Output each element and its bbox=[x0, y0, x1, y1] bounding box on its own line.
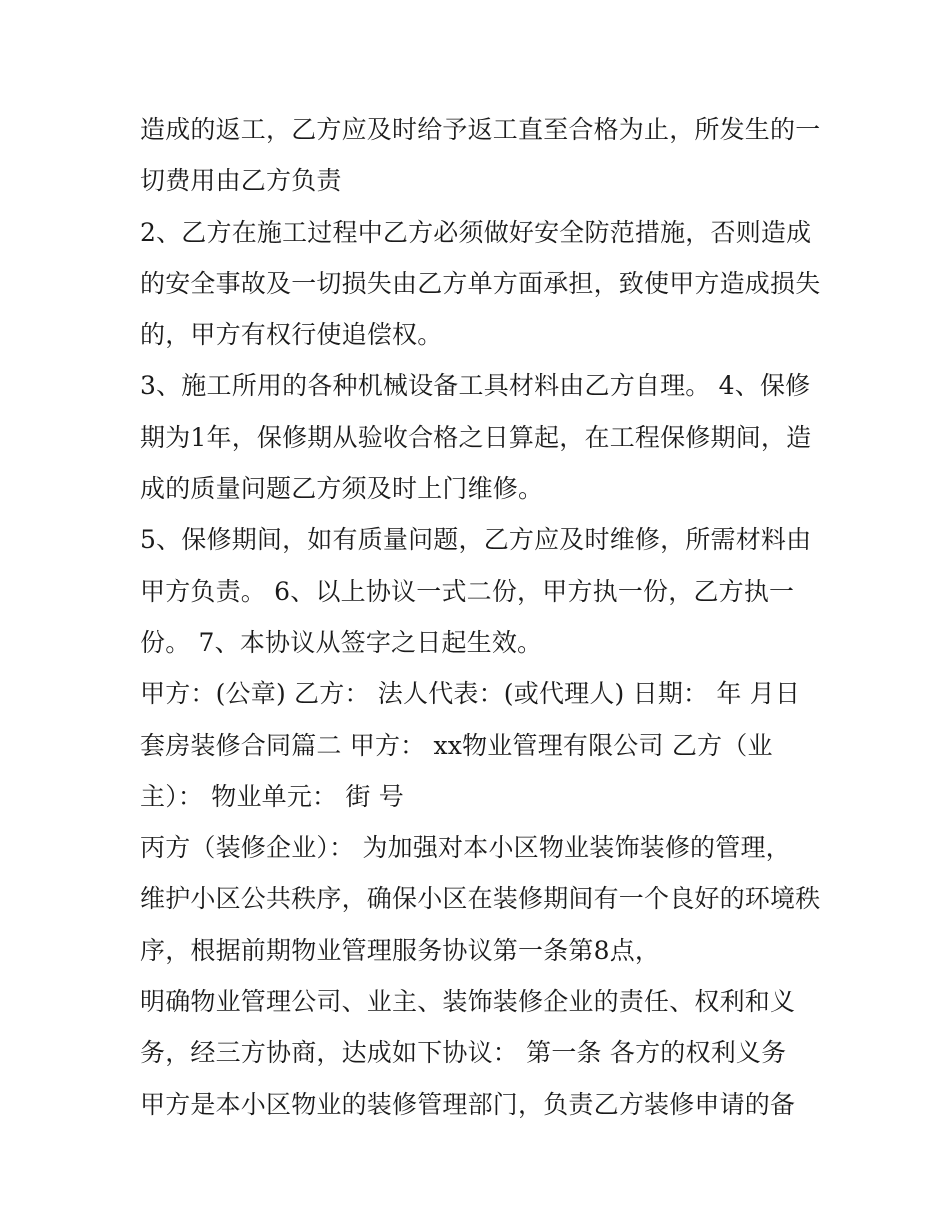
text-line: 份。 7、本协议从签字之日起生效。 bbox=[140, 627, 543, 657]
text-line: 3、施工所用的各种机械设备工具材料由乙方自理。 4、保修 bbox=[140, 371, 811, 401]
text-line: 5、保修期间，如有质量问题，乙方应及时维修，所需材料由 bbox=[140, 525, 812, 555]
text-line: 的安全事故及一切损失由乙方单方面承担，致使甲方造成损失 bbox=[140, 268, 821, 298]
text-line: 主）： 物业单元： 街 号 bbox=[140, 781, 404, 811]
text-line: 的，甲方有权行使追偿权。 bbox=[140, 320, 443, 350]
text-line: 2、乙方在施工过程中乙方必须做好安全防范措施，否则造成 bbox=[140, 217, 812, 247]
text-line: 期为1年，保修期从验收合格之日算起，在工程保修期间，造 bbox=[140, 422, 812, 452]
signature-line: 甲方：(公章) 乙方： 法人代表：(或代理人) 日期： 年 月日 bbox=[140, 679, 801, 709]
text-line: 明确物业管理公司、业主、装饰装修企业的责任、权利和义 bbox=[140, 987, 796, 1017]
text-line: 成的质量问题乙方须及时上门维修。 bbox=[140, 474, 544, 504]
text-line: 造成的返工，乙方应及时给予返工直至合格为止，所发生的一 bbox=[140, 115, 821, 144]
contract-text bbox=[140, 104, 830, 1130]
section-heading-line: 套房装修合同篇二 甲方： xx物业管理有限公司 乙方（业 bbox=[140, 730, 773, 760]
text-line: 序，根据前期物业管理服务协议第一条第8点， bbox=[140, 935, 661, 965]
text-line: 维护小区公共秩序，确保小区在装修期间有一个良好的环境秩 bbox=[140, 884, 821, 914]
text-line: 甲方是本小区物业的装修管理部门，负责乙方装修申请的备 bbox=[140, 1089, 796, 1119]
text-line: 甲方负责。 6、以上协议一式二份，甲方执一份，乙方执一 bbox=[140, 576, 795, 606]
text-line: 务，经三方协商，达成如下协议： 第一条 各方的权利义务 bbox=[140, 1038, 787, 1068]
text-line: 丙方（装修企业）： 为加强对本小区物业装饰装修的管理， bbox=[140, 833, 791, 863]
text-line: 切费用由乙方负责 bbox=[140, 166, 342, 196]
